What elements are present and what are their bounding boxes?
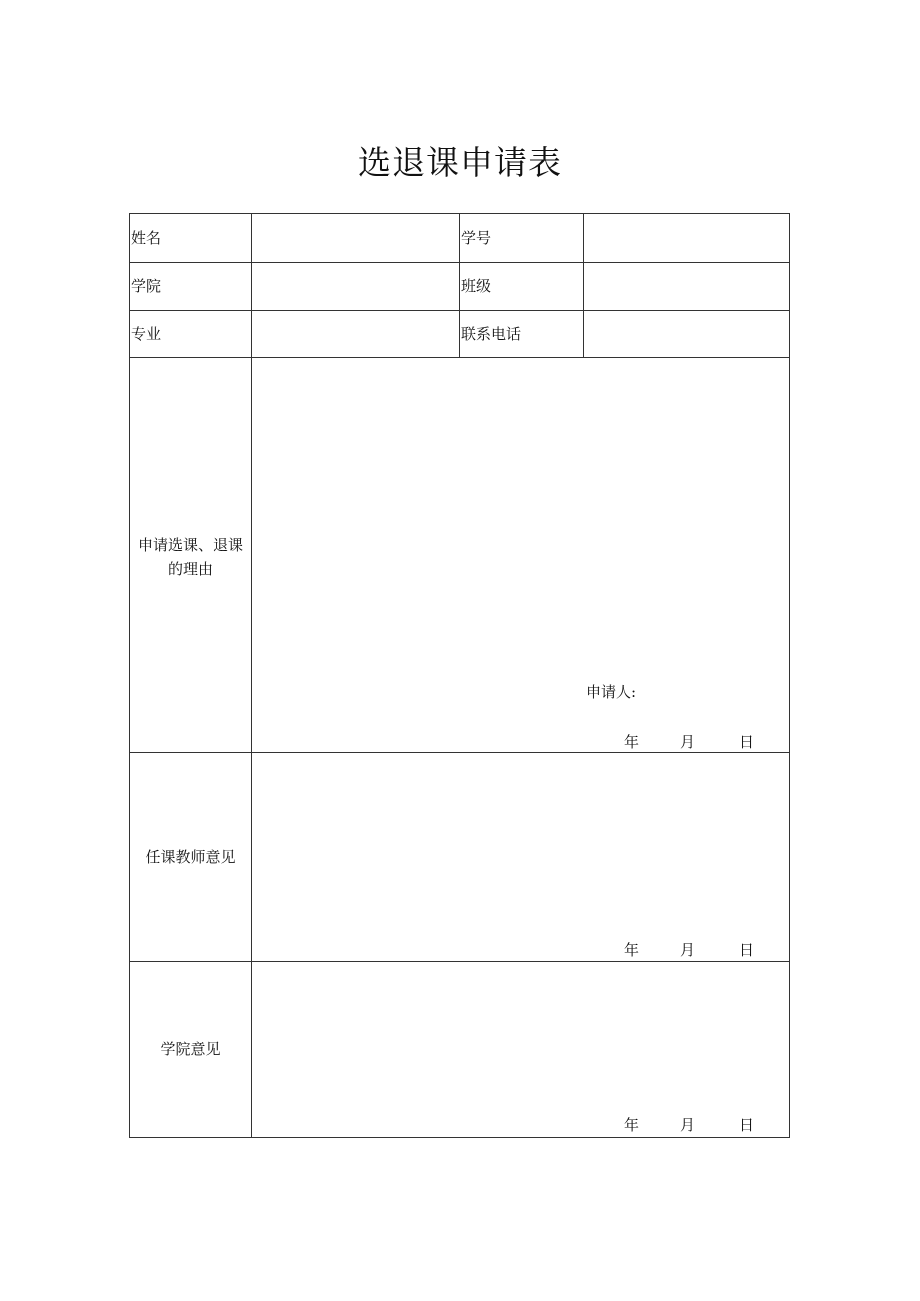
phone-label: 联系电话 <box>461 325 522 343</box>
reason-date-year: 年 <box>624 733 640 751</box>
page-title: 选退课申请表 <box>358 143 562 182</box>
reason-date-day: 日 <box>739 733 755 751</box>
cell-reason-value[interactable] <box>251 357 790 753</box>
cell-phone-value[interactable] <box>583 310 790 358</box>
major-label: 专业 <box>131 325 162 343</box>
reason-label-line1: 申请选课、退课 <box>137 536 243 554</box>
cell-college-opinion-value[interactable] <box>251 961 790 1138</box>
applicant-label: 申请人: <box>586 683 637 701</box>
teacher-date-day: 日 <box>739 941 755 959</box>
teacher-date-month: 月 <box>680 941 696 959</box>
college-opinion-label: 学院意见 <box>160 1040 221 1058</box>
teacher-date-year: 年 <box>624 941 640 959</box>
college-date-month: 月 <box>680 1116 696 1134</box>
reason-label-line2: 的理由 <box>167 560 213 578</box>
cell-teacher-value[interactable] <box>251 752 790 962</box>
teacher-opinion-label: 任课教师意见 <box>145 848 236 866</box>
class-label: 班级 <box>461 277 492 295</box>
name-label: 姓名 <box>131 229 162 247</box>
cell-name-value[interactable] <box>251 213 460 263</box>
student-id-label: 学号 <box>461 229 492 247</box>
college-label: 学院 <box>131 277 162 295</box>
reason-date-month: 月 <box>680 733 696 751</box>
reason-label <box>129 533 252 581</box>
college-date-day: 日 <box>739 1116 755 1134</box>
cell-major-value[interactable] <box>251 310 460 358</box>
cell-class-value[interactable] <box>583 262 790 311</box>
cell-student-id-value[interactable] <box>583 213 790 263</box>
college-date-year: 年 <box>624 1116 640 1134</box>
cell-college-value[interactable] <box>251 262 460 311</box>
